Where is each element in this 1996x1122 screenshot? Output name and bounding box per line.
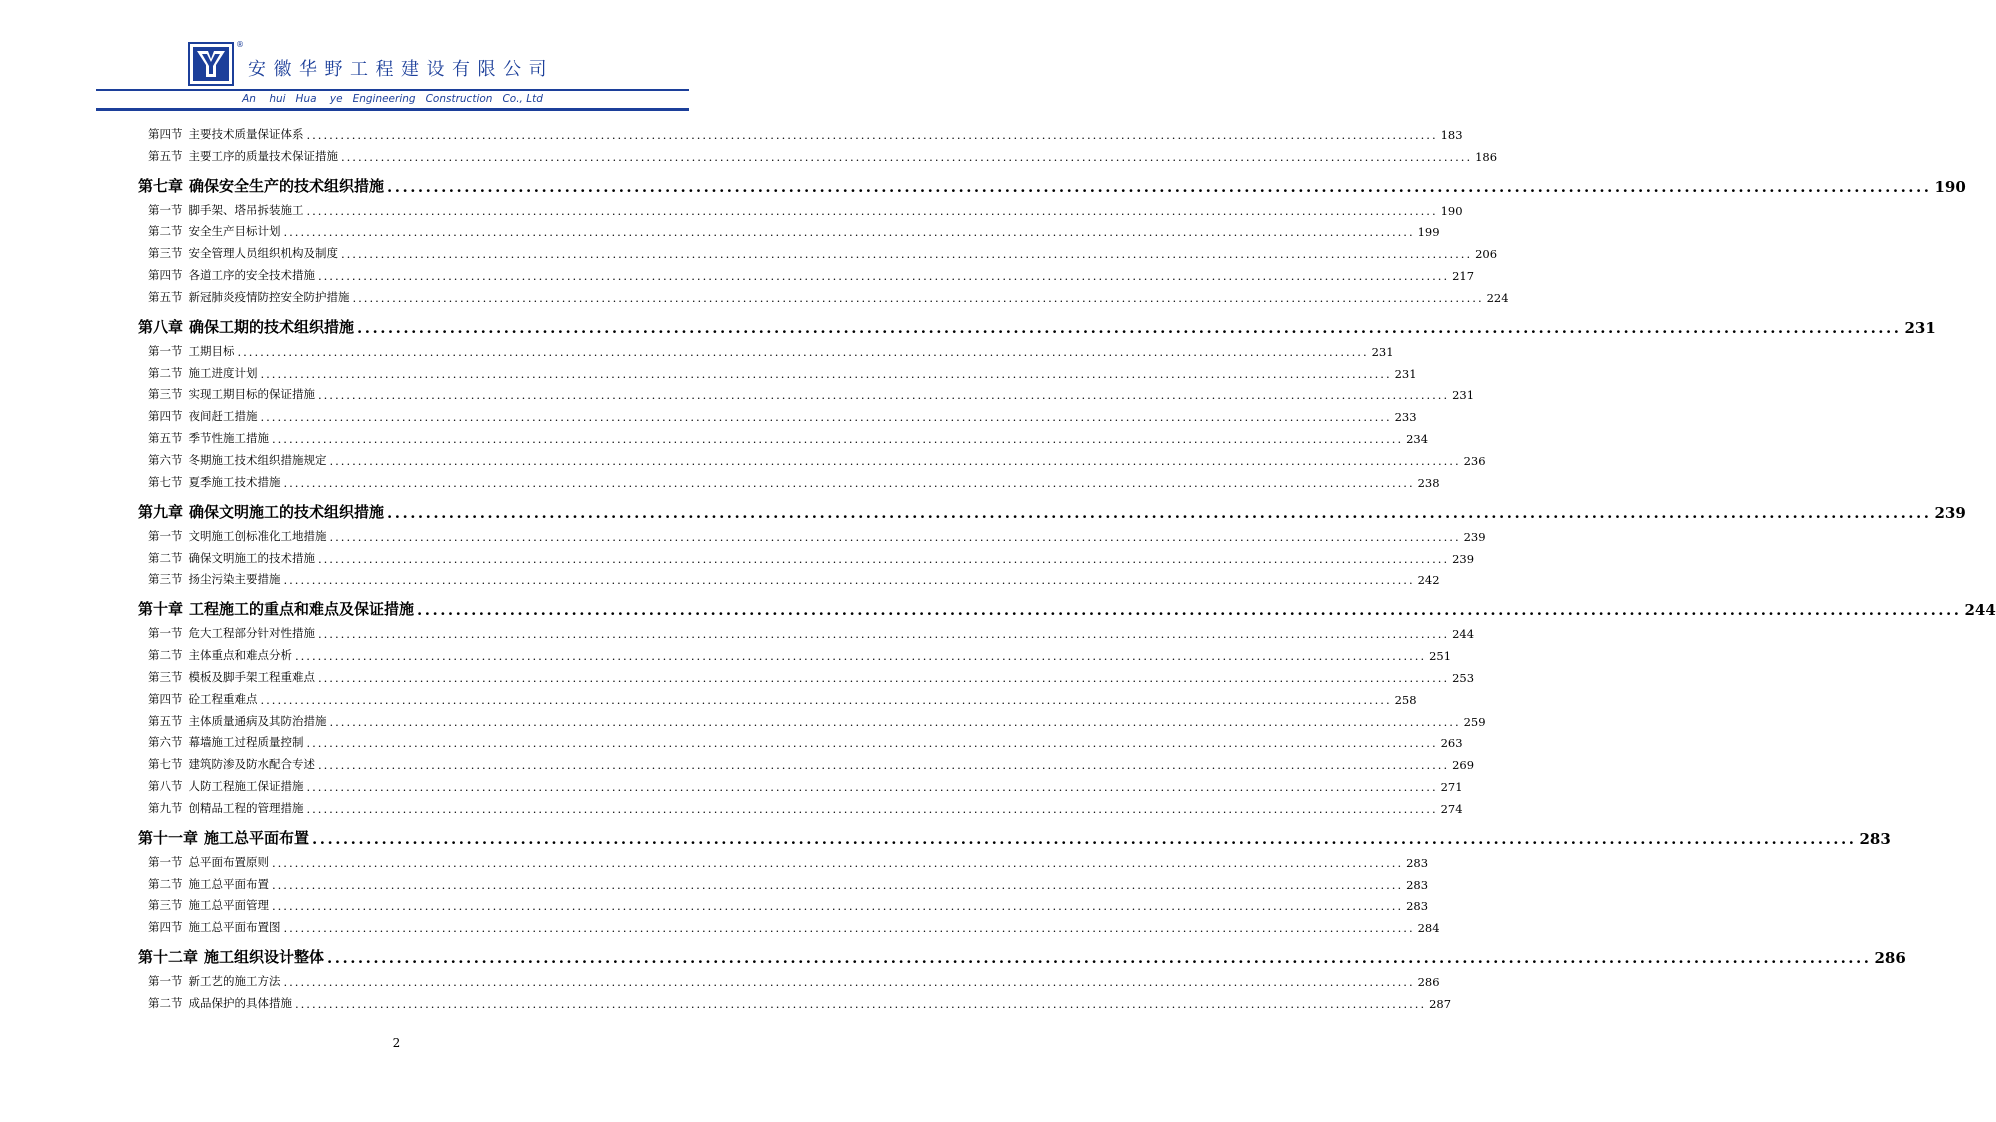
toc-leader-dots: ........................................................................................................................................................................................................ (352, 290, 1484, 305)
toc-entry-page: 238 (1417, 475, 1440, 490)
toc-entry-title: 工期目标 (188, 343, 235, 358)
toc-section-row[interactable] (138, 241, 1498, 263)
toc-entry-number: 第七节 (148, 474, 183, 489)
toc-section-row[interactable] (138, 361, 1417, 383)
toc-entry-label (148, 202, 304, 220)
company-name-en: An hui Hua ye Engineering Construction Co., Ltd (242, 93, 543, 105)
toc-entry-label (148, 550, 315, 568)
company-logo-icon (188, 42, 234, 86)
header-rule-bottom (96, 108, 689, 111)
toc-entry-title: 模板及脚手架工程重难点 (188, 669, 315, 684)
toc-entry-label (148, 669, 315, 687)
toc-entry-number: 第十一章 (138, 828, 199, 847)
toc-entry-page: 253 (1452, 670, 1475, 685)
toc-entry-label (148, 734, 304, 752)
toc-section-row[interactable] (138, 709, 1486, 731)
toc-entry-title: 施工组织设计整体 (204, 948, 325, 967)
toc-entry-number: 第四节 (148, 126, 183, 141)
toc-section-row[interactable] (138, 546, 1475, 568)
toc-entry-label (138, 946, 324, 969)
toc-section-row[interactable] (138, 774, 1463, 796)
toc-section-row[interactable] (138, 665, 1475, 687)
toc-leader-dots: ........................................................................................................................................................................................................ (283, 975, 1415, 990)
toc-entry-label (148, 223, 281, 241)
toc-entry-title: 文明施工创标准化工地措施 (188, 528, 327, 543)
toc-leader-dots: ........................................................................................................................................................................................................ (312, 829, 1857, 848)
toc-entry-label (148, 126, 304, 144)
toc-entry-page: 242 (1417, 573, 1440, 588)
toc-entry-page: 239 (1463, 529, 1486, 544)
toc-leader-dots: ........................................................................................................................................................................................................ (341, 247, 1473, 262)
toc-section-row[interactable] (138, 872, 1429, 894)
toc-entry-page: 233 (1394, 410, 1417, 425)
toc-section-row[interactable] (138, 643, 1452, 665)
toc-section-row[interactable] (138, 144, 1498, 166)
toc-entry-title: 新冠肺炎疫情防控安全防护措施 (188, 289, 350, 304)
toc-entry-number: 第三节 (148, 387, 183, 402)
toc-leader-dots: ........................................................................................................................................................................................................ (283, 921, 1415, 936)
toc-leader-dots: ........................................................................................................................................................................................................ (329, 714, 1461, 729)
toc-section-row[interactable] (138, 339, 1394, 361)
toc-leader-dots: ........................................................................................................................................................................................................ (272, 899, 1404, 914)
toc-entry-page: 206 (1475, 247, 1498, 262)
toc-leader-dots: ........................................................................................................................................................................................................ (283, 475, 1415, 490)
toc-leader-dots: ........................................................................................................................................................................................................ (237, 344, 1369, 359)
toc-entry-label (148, 854, 269, 872)
toc-entry-label (148, 973, 281, 991)
header-rule-top (96, 89, 689, 91)
toc-entry-title: 创精品工程的管理措施 (188, 800, 304, 815)
toc-entry-title: 工程施工的重点和难点及保证措施 (189, 600, 415, 619)
toc-entry-title: 主体质量通病及其防治措施 (188, 713, 327, 728)
toc-entry-title: 人防工程施工保证措施 (188, 779, 304, 794)
toc-entry-number: 第四节 (148, 268, 183, 283)
toc-entry-page: 287 (1429, 997, 1452, 1011)
toc-entry-number: 第六节 (148, 452, 183, 467)
toc-section-row[interactable] (138, 122, 1463, 144)
toc-entry-page: 258 (1394, 692, 1417, 707)
toc-leader-dots: ........................................................................................................................................................................................................ (329, 453, 1461, 468)
toc-leader-dots: ........................................................................................................................................................................................................ (272, 877, 1404, 892)
toc-entry-page: 190 (1440, 203, 1463, 218)
toc-entry-title: 总平面布置原则 (188, 854, 269, 869)
toc-entry-title: 实现工期目标的保证措施 (188, 387, 315, 402)
toc-entry-page: 251 (1429, 649, 1452, 664)
toc-entry-label (148, 289, 350, 307)
toc-leader-dots: ........................................................................................................................................................................................................ (329, 529, 1461, 544)
toc-entry-label (148, 897, 269, 915)
toc-leader-dots: ........................................................................................................................................................................................................ (318, 627, 1450, 642)
toc-entry-number: 第十章 (138, 600, 184, 619)
toc-entry-page: 231 (1904, 318, 1936, 337)
toc-entry-title: 施工总平面布置 (188, 876, 269, 891)
toc-entry-number: 第十二章 (138, 948, 199, 967)
toc-entry-title: 确保安全生产的技术组织措施 (189, 176, 385, 195)
toc-section-row[interactable] (138, 969, 1440, 991)
toc-leader-dots: ........................................................................................................................................................................................................ (260, 692, 1392, 707)
toc-chapter-row[interactable] (138, 166, 1966, 198)
toc-chapter-row[interactable] (138, 307, 1936, 339)
toc-entry-page: 224 (1486, 290, 1509, 305)
toc-entry-page: 283 (1406, 899, 1429, 914)
toc-entry-number: 第三节 (148, 246, 183, 261)
toc-leader-dots: ........................................................................................................................................................................................................ (341, 149, 1473, 164)
toc-leader-dots: ........................................................................................................................................................................................................ (417, 601, 1962, 620)
toc-entry-number: 第五节 (148, 431, 183, 446)
toc-entry-label (148, 148, 338, 166)
toc-entry-title: 确保文明施工的技术组织措施 (189, 502, 385, 521)
toc-entry-label (148, 647, 292, 665)
toc-entry-page: 269 (1452, 758, 1475, 773)
toc-entry-label (148, 267, 315, 285)
toc-leader-dots: ........................................................................................................................................................................................................ (260, 366, 1392, 381)
toc-leader-dots: ........................................................................................................................................................................................................ (283, 225, 1415, 240)
toc-entry-number: 第二节 (148, 996, 183, 1010)
toc-section-row[interactable] (138, 915, 1440, 937)
toc-entry-page: 283 (1859, 829, 1891, 848)
toc-leader-dots: ........................................................................................................................................................................................................ (387, 503, 1932, 522)
toc-leader-dots: ........................................................................................................................................................................................................ (327, 949, 1872, 968)
toc-entry-page: 283 (1406, 855, 1429, 870)
toc-entry-page: 239 (1452, 551, 1475, 566)
toc-entry-page: 259 (1463, 714, 1486, 729)
toc-entry-label (148, 625, 315, 643)
toc-leader-dots: ........................................................................................................................................................................................................ (306, 736, 1438, 751)
toc-section-row[interactable] (138, 731, 1463, 753)
toc-section-row[interactable] (138, 220, 1440, 242)
toc-entry-label (138, 316, 354, 339)
toc-entry-label (138, 501, 384, 524)
toc-leader-dots: ........................................................................................................................................................................................................ (306, 801, 1438, 816)
toc-entry-number: 第七节 (148, 757, 183, 772)
toc-entry-number: 第八章 (138, 317, 184, 336)
toc-entry-title: 施工总平面管理 (188, 898, 269, 913)
toc-leader-dots: ........................................................................................................................................................................................................ (318, 269, 1450, 284)
toc-entry-title: 夜间赶工措施 (188, 409, 258, 424)
toc-section-row[interactable] (138, 796, 1463, 818)
toc-leader-dots: ........................................................................................................................................................................................................ (357, 318, 1902, 337)
toc-entry-number: 第二节 (148, 648, 183, 663)
toc-entry-page: 286 (1874, 949, 1906, 968)
toc-entry-label (148, 995, 292, 1013)
toc-entry-number: 第一节 (148, 528, 183, 543)
toc-entry-title: 施工总平面布置图 (188, 920, 281, 935)
toc-entry-label (138, 175, 384, 198)
registered-mark: ® (236, 40, 244, 49)
toc-entry-label (148, 474, 281, 492)
toc-section-row[interactable] (138, 383, 1475, 405)
toc-entry-number: 第二节 (148, 876, 183, 891)
toc-entry-number: 第四节 (148, 409, 183, 424)
toc-entry-title: 主要技术质量保证体系 (188, 126, 304, 141)
toc-entry-number: 第二节 (148, 224, 183, 239)
toc-entry-title: 施工进度计划 (188, 365, 258, 380)
toc-entry-number: 第一节 (148, 854, 183, 869)
toc-entry-label (148, 713, 327, 731)
toc-entry-label (138, 827, 309, 850)
toc-entry-title: 砼工程重难点 (188, 691, 258, 706)
toc-entry-label (148, 245, 338, 263)
toc-leader-dots: ........................................................................................................................................................................................................ (306, 203, 1438, 218)
toc-entry-label (148, 343, 235, 361)
toc-entry-title: 成品保护的具体措施 (188, 996, 292, 1010)
toc-entry-title: 脚手架、塔吊拆装施工 (188, 202, 304, 217)
toc-entry-page: 271 (1440, 780, 1463, 795)
toc-entry-number: 第五节 (148, 713, 183, 728)
page-header (0, 0, 793, 120)
toc-entry-label (148, 800, 304, 818)
toc-entry-number: 第一节 (148, 343, 183, 358)
toc-entry-label (148, 528, 327, 546)
toc-leader-dots: ........................................................................................................................................................................................................ (283, 573, 1415, 588)
toc-chapter-row[interactable] (138, 492, 1966, 524)
toc-entry-number: 第三节 (148, 572, 183, 587)
toc-entry-title: 建筑防渗及防水配合专述 (188, 757, 315, 772)
toc-leader-dots: ........................................................................................................................................................................................................ (295, 649, 1427, 664)
toc-section-row[interactable] (138, 198, 1463, 220)
toc-leader-dots: ........................................................................................................................................................................................................ (318, 758, 1450, 773)
toc-entry-label (148, 430, 269, 448)
toc-section-row[interactable] (138, 752, 1475, 774)
toc-entry-number: 第四节 (148, 691, 183, 706)
toc-leader-dots: ........................................................................................................................................................................................................ (306, 127, 1438, 142)
toc-entry-title: 主体重点和难点分析 (188, 648, 292, 663)
toc-entry-label (148, 778, 304, 796)
toc-section-row[interactable] (138, 524, 1486, 546)
toc-entry-page: 263 (1440, 736, 1463, 751)
toc-entry-title: 安全生产目标计划 (188, 224, 281, 239)
toc-entry-page: 190 (1934, 177, 1966, 196)
toc-entry-title: 新工艺的施工方法 (188, 974, 281, 989)
toc-section-row[interactable] (138, 404, 1417, 426)
toc-entry-label (148, 365, 258, 383)
toc-section-row[interactable] (138, 285, 1509, 307)
toc-entry-number: 第六节 (148, 735, 183, 750)
company-name-cn: 安徽华野工程建设有限公司 (248, 59, 554, 80)
toc-leader-dots: ........................................................................................................................................................................................................ (306, 780, 1438, 795)
toc-entry-page: 199 (1417, 225, 1440, 240)
toc-entry-number: 第一节 (148, 202, 183, 217)
table-of-contents (138, 122, 1996, 1013)
toc-entry-title: 幕墙施工过程质量控制 (188, 735, 304, 750)
toc-section-row[interactable] (138, 687, 1417, 709)
toc-entry-label (148, 691, 258, 709)
toc-entry-number: 第一节 (148, 626, 183, 641)
toc-entry-number: 第三节 (148, 898, 183, 913)
toc-leader-dots: ........................................................................................................................................................................................................ (318, 551, 1450, 566)
toc-leader-dots: ........................................................................................................................................................................................................ (272, 855, 1404, 870)
toc-entry-title: 各道工序的安全技术措施 (188, 268, 315, 283)
toc-entry-number: 第四节 (148, 920, 183, 935)
toc-entry-title: 扬尘污染主要措施 (188, 572, 281, 587)
toc-section-row[interactable] (138, 263, 1475, 285)
toc-entry-label (148, 919, 281, 937)
toc-section-row[interactable] (138, 448, 1486, 470)
toc-leader-dots: ........................................................................................................................................................................................................ (260, 410, 1392, 425)
toc-entry-title: 夏季施工技术措施 (188, 474, 281, 489)
toc-entry-title: 确保工期的技术组织措施 (189, 317, 355, 336)
toc-entry-title: 安全管理人员组织机构及制度 (188, 246, 338, 261)
toc-leader-dots: ........................................................................................................................................................................................................ (318, 388, 1450, 403)
toc-entry-number: 第七章 (138, 176, 184, 195)
toc-section-row[interactable] (138, 568, 1440, 590)
toc-entry-title: 季节性施工措施 (188, 431, 269, 446)
toc-entry-page: 231 (1371, 344, 1394, 359)
toc-entry-number: 第八节 (148, 779, 183, 794)
toc-entry-page: 283 (1406, 877, 1429, 892)
toc-entry-page: 236 (1463, 453, 1486, 468)
toc-entry-number: 第九章 (138, 502, 184, 521)
toc-entry-label (148, 876, 269, 894)
toc-entry-number: 第二节 (148, 365, 183, 380)
toc-leader-dots: ........................................................................................................................................................................................................ (272, 432, 1404, 447)
toc-entry-label (148, 571, 281, 589)
toc-chapter-row[interactable] (138, 818, 1891, 850)
toc-entry-number: 第一节 (148, 974, 183, 989)
toc-entry-page: 239 (1934, 503, 1966, 522)
toc-entry-label (138, 598, 414, 621)
toc-entry-page: 274 (1440, 801, 1463, 816)
toc-section-row[interactable] (138, 426, 1429, 448)
toc-entry-title: 确保文明施工的技术措施 (188, 550, 315, 565)
toc-chapter-row[interactable] (138, 937, 1906, 969)
toc-entry-title: 施工总平面布置 (204, 828, 310, 847)
toc-entry-label (148, 386, 315, 404)
toc-entry-number: 第二节 (148, 550, 183, 565)
toc-entry-number: 第五节 (148, 148, 183, 163)
toc-entry-number: 第三节 (148, 669, 183, 684)
page-number: 2 (392, 1036, 401, 1050)
toc-leader-dots: ........................................................................................................................................................................................................ (387, 177, 1932, 196)
toc-entry-page: 234 (1406, 432, 1429, 447)
toc-entry-title: 危大工程部分针对性措施 (188, 626, 315, 641)
toc-entry-title: 主要工序的质量技术保证措施 (188, 148, 338, 163)
toc-leader-dots: ........................................................................................................................................................................................................ (318, 670, 1450, 685)
toc-entry-title: 冬期施工技术组织措施规定 (188, 452, 327, 467)
toc-section-row[interactable] (138, 894, 1429, 916)
toc-entry-page: 217 (1452, 269, 1475, 284)
toc-chapter-row[interactable] (138, 589, 1996, 621)
toc-section-row[interactable] (138, 850, 1429, 872)
toc-entry-page: 231 (1452, 388, 1475, 403)
toc-entry-page: 286 (1417, 975, 1440, 990)
toc-entry-number: 第五节 (148, 289, 183, 304)
toc-entry-page: 244 (1964, 601, 1996, 620)
toc-entry-page: 186 (1475, 149, 1498, 164)
toc-entry-page: 231 (1394, 366, 1417, 381)
toc-entry-label (148, 756, 315, 774)
toc-entry-number: 第九节 (148, 800, 183, 815)
toc-section-row[interactable] (138, 470, 1440, 492)
toc-section-row[interactable] (138, 991, 1452, 1013)
toc-entry-label (148, 452, 327, 470)
toc-entry-page: 244 (1452, 627, 1475, 642)
toc-leader-dots: ........................................................................................................................................................................................................ (295, 997, 1427, 1011)
toc-entry-page: 183 (1440, 127, 1463, 142)
toc-section-row[interactable] (138, 621, 1475, 643)
toc-entry-page: 284 (1417, 921, 1440, 936)
toc-entry-label (148, 408, 258, 426)
